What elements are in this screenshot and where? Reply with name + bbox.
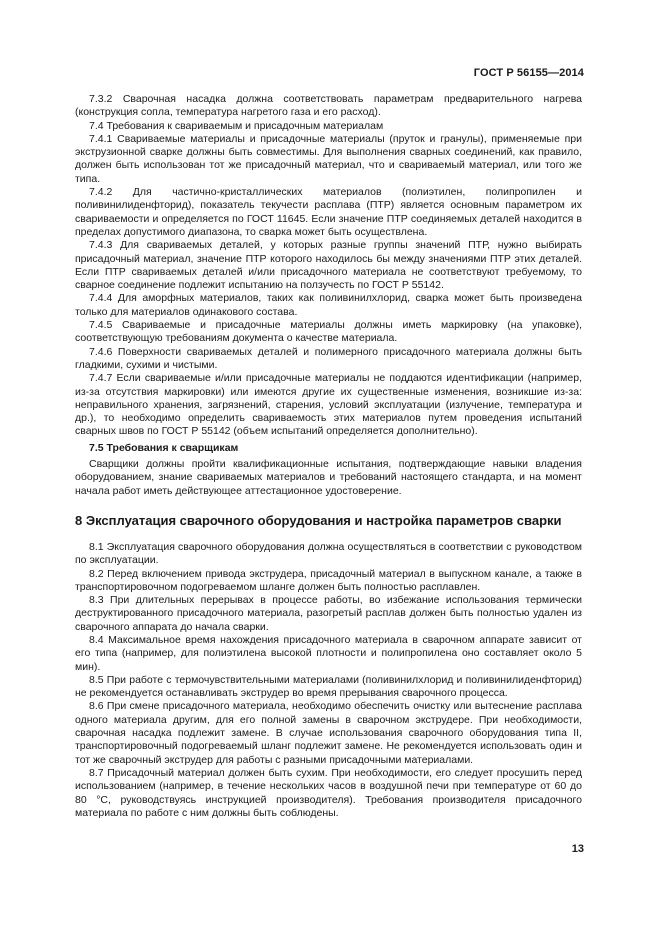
section-heading-8: 8 Эксплуатация сварочного оборудования и настройка параметров сварки <box>75 512 562 528</box>
paragraph-7-4-7: 7.4.7 Если свариваемые и/или присадочные материалы не поддаются идентификации (например, из-за отсутствия маркировки) или имеются другие их существенные изменения, возникшие из-за: неправильного хранения, загрязнений, старения, условий эксплуатации (излучение, температура и др.), то необходимо определить свариваемость этих материалов путем проведения испытаний сварных швов по ГОСТ Р 55142 (объем испытаний определяется дополнительно). <box>75 372 582 438</box>
paragraph-8-1: 8.1 Эксплуатация сварочного оборудования должна осуществляться в соответствии с руководством по эксплуатации. <box>75 540 582 567</box>
page-number: 13 <box>571 843 584 855</box>
paragraph-7-3-2: 7.3.2 Сварочная насадка должна соответствовать параметрам предварительного нагрева (конструкция сопла, температура нагретого газа и его расход). <box>75 93 582 119</box>
paragraph-8-5: 8.5 При работе с термочувствительными материалами (поливинилхлорид и поливинилиденфторид) не рекомендуется останавливать экструдер во время прерывания сварочного процесса. <box>75 673 582 700</box>
paragraph-8-4: 8.4 Максимальное время нахождения присадочного материала в сварочном аппарате зависит от его типа (например, для полиэтилена высокой плотности и полипропилена оно составляет около 5 мин). <box>75 633 582 673</box>
paragraph-7-4-4: 7.4.4 Для аморфных материалов, таких как поливинилхлорид, сварка может быть произведена только для материалов одинакового состава. <box>75 292 582 318</box>
paragraph-7-4-2: 7.4.2 Для частично-кристаллических материалов (полиэтилен, полипропилен и поливинилиденфторид), показатель текучести расплава (ПТР) является основным параметром их свариваемости и определяется по ГОСТ 11645. Если значение ПТР соединяемых деталей находится в пределах допустимого диапазона, то сварка может быть осуществлена. <box>75 186 582 238</box>
paragraph-7-4-5: 7.4.5 Свариваемые и присадочные материалы должны иметь маркировку (на упаковке), соответствующую требованиям документа о качестве материала. <box>75 319 582 345</box>
paragraph-8-7: 8.7 Присадочный материал должен быть сухим. При необходимости, его следует просушить перед использованием (например, в течение нескольких часов в воздушной печи при температуре от 60 до 80 °С, руководствуясь инструкцией производителя). Требования производителя присадочного материала по работе с ним должны быть соблюдены. <box>75 766 582 819</box>
paragraph-8-3: 8.3 При длительных перерывах в процессе работы, во избежание использования термически деструктированного присадочного материала, разогретый расплав должен быть полностью удален из сварочного аппарата до начала сварки. <box>75 594 582 633</box>
subsection-heading-7-4: 7.4 Требования к свариваемым и присадочным материалам <box>89 119 384 132</box>
paragraph-7-4-3: 7.4.3 Для свариваемых деталей, у которых разные группы значений ПТР, нужно выбирать присадочный материал, значение ПТР которого находилось бы между значениями ПТР этих деталей. Если ПТР свариваемых деталей и/или присадочного материала не соответствуют требуемому, то сварное соединение подлежит испытанию на ползучесть по ГОСТ Р 55142. <box>75 239 582 292</box>
paragraph-7-4-6: 7.4.6 Поверхности свариваемых деталей и полимерного присадочного материала должны быть гладкими, сухими и чистыми. <box>75 345 582 371</box>
document-body <box>75 93 582 820</box>
subsection-heading-7-5: 7.5 Требования к сварщикам <box>89 441 239 454</box>
paragraph-7-5: Сварщики должны пройти квалификационные испытания, подтверждающие навыки владения оборудованием, знание свариваемых материалов и требований настоящего стандарта, и на момент начала работ иметь действующее аттестационное удостоверение. <box>75 458 582 497</box>
paragraph-7-4-1: 7.4.1 Свариваемые материалы и присадочные материалы (пруток и гранулы), применяемые при экструзионной сварке должны быть совместимы. Для выполнения сварных соединений, как правило, должен быть использован тот же присадочный материал, что и свариваемый материал, или того же типа. <box>75 132 582 185</box>
document-standard-id: ГОСТ Р 56155—2014 <box>473 67 584 79</box>
paragraph-8-6: 8.6 При смене присадочного материала, необходимо обеспечить очистку или вытеснение расплава одного материала другим, для его полной замены в сварочном экструдере. При необходимости, сварочная насадка подлежит замене. В случае использования сварочного оборудования типа II, транспортировочный подогреваемый шланг подлежит замене. Не рекомендуется использовать один и тот же сварочный экструдер для работы с разными присадочными материалами. <box>75 700 582 766</box>
paragraph-8-2: 8.2 Перед включением привода экструдера, присадочный материал в выпускном канале, а также в транспортировочном подогреваемом шланге должен быть полностью расплавлен. <box>75 567 582 593</box>
